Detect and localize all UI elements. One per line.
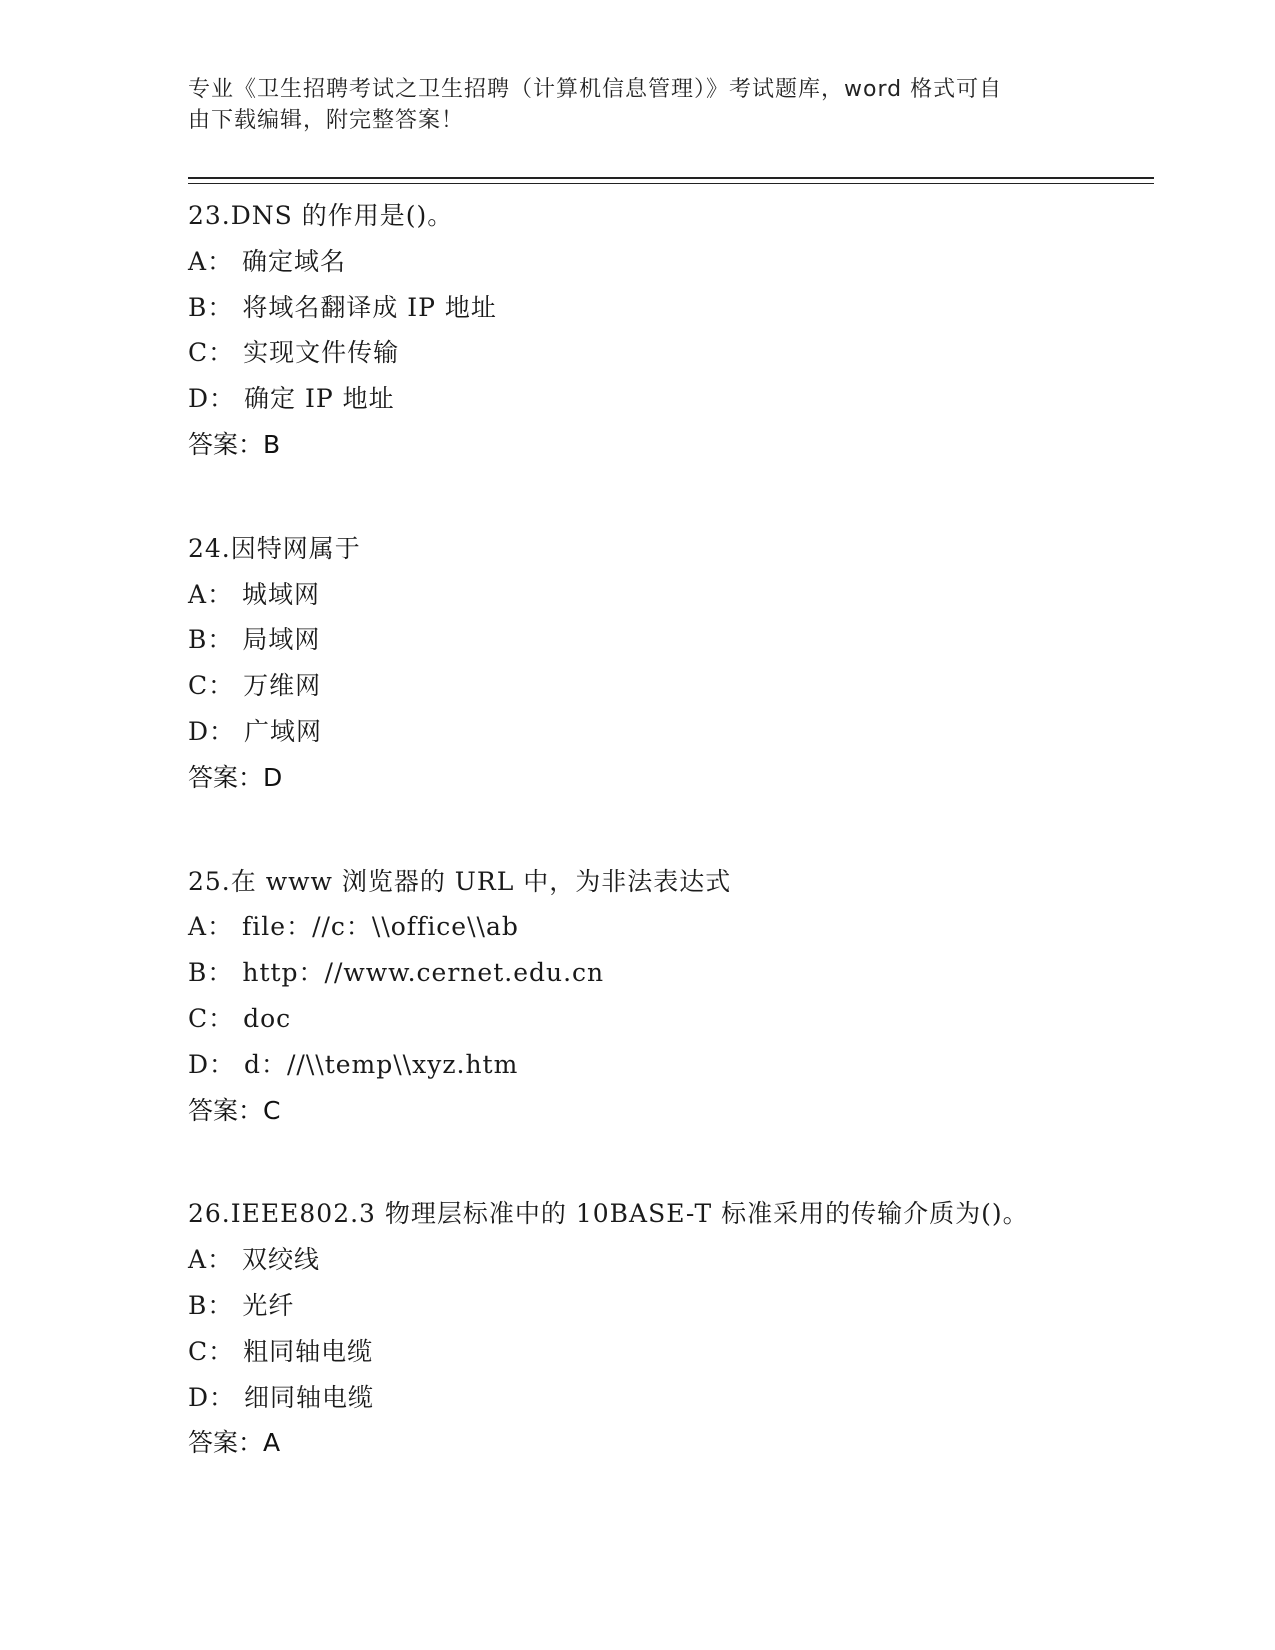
question-item bbox=[188, 859, 1154, 1134]
question-item bbox=[188, 526, 1154, 801]
option-separator: ： bbox=[207, 625, 234, 655]
header-divider-thick bbox=[188, 177, 1154, 179]
option-key: D bbox=[188, 1049, 210, 1079]
option-key: D bbox=[188, 1382, 210, 1412]
option-text: file：//c：\\office\\ab bbox=[233, 912, 519, 942]
option-text: 双绞线 bbox=[233, 1245, 321, 1275]
option-a bbox=[188, 239, 1154, 285]
option-d bbox=[188, 1375, 1154, 1421]
option-separator: ： bbox=[207, 292, 234, 322]
question-stem: 25.在 www 浏览器的 URL 中，为非法表达式 bbox=[188, 866, 732, 896]
option-a bbox=[188, 572, 1154, 618]
option-text: 粗同轴电缆 bbox=[234, 1336, 374, 1366]
document-header bbox=[188, 74, 1068, 136]
option-separator: ： bbox=[208, 1336, 235, 1366]
option-d bbox=[188, 709, 1154, 755]
option-key: C bbox=[188, 671, 209, 701]
option-text: 广域网 bbox=[235, 716, 323, 746]
option-key: A bbox=[188, 246, 208, 276]
option-text: 光纤 bbox=[233, 1290, 295, 1320]
option-key: B bbox=[188, 292, 208, 322]
option-key: D bbox=[188, 384, 210, 414]
option-key: C bbox=[188, 1003, 209, 1033]
option-separator: ： bbox=[207, 579, 234, 609]
option-key: C bbox=[188, 338, 209, 368]
option-c bbox=[188, 1329, 1154, 1375]
answer-line: 答案：A bbox=[188, 1428, 281, 1458]
answer-line: 答案：B bbox=[188, 429, 281, 459]
option-b bbox=[188, 1283, 1154, 1329]
option-a bbox=[188, 1237, 1154, 1283]
option-text: d：//\\temp\\xyz.htm bbox=[235, 1049, 519, 1079]
option-separator: ： bbox=[207, 912, 234, 942]
option-text: 确定域名 bbox=[233, 246, 347, 276]
option-a bbox=[188, 904, 1154, 950]
option-separator: ： bbox=[208, 338, 235, 368]
option-c bbox=[188, 330, 1154, 376]
option-separator: ： bbox=[207, 958, 234, 988]
option-separator: ： bbox=[207, 246, 234, 276]
option-separator: ： bbox=[209, 1382, 236, 1412]
option-key: B bbox=[188, 958, 208, 988]
option-separator: ： bbox=[208, 671, 235, 701]
question-stem: 24.因特网属于 bbox=[188, 533, 361, 563]
option-text: 细同轴电缆 bbox=[235, 1382, 375, 1412]
option-text: 将域名翻译成 IP 地址 bbox=[233, 292, 497, 322]
option-separator: ： bbox=[207, 1290, 234, 1320]
option-key: A bbox=[188, 579, 208, 609]
option-text: http：//www.cernet.edu.cn bbox=[233, 958, 605, 988]
question-stem: 23.DNS 的作用是()。 bbox=[188, 201, 454, 230]
answer-line: 答案：C bbox=[188, 1095, 281, 1125]
option-text: 确定 IP 地址 bbox=[235, 384, 395, 414]
option-d bbox=[188, 376, 1154, 422]
option-b bbox=[188, 617, 1154, 663]
option-b bbox=[188, 285, 1154, 331]
option-key: B bbox=[188, 625, 208, 655]
option-separator: ： bbox=[209, 716, 236, 746]
header-line-1: 专业《卫生招聘考试之卫生招聘（计算机信息管理）》考试题库，word 格式可自 bbox=[188, 77, 1003, 102]
option-text: 实现文件传输 bbox=[234, 338, 400, 368]
option-text: 城域网 bbox=[233, 579, 321, 609]
option-separator: ： bbox=[208, 1003, 235, 1033]
option-d bbox=[188, 1042, 1154, 1088]
option-separator: ： bbox=[209, 1049, 236, 1079]
option-key: D bbox=[188, 716, 210, 746]
option-b bbox=[188, 950, 1154, 996]
answer-line: 答案：D bbox=[188, 762, 283, 792]
option-key: B bbox=[188, 1290, 208, 1320]
option-key: A bbox=[188, 912, 208, 942]
option-c bbox=[188, 996, 1154, 1042]
option-text: 万维网 bbox=[234, 671, 322, 701]
option-separator: ： bbox=[207, 1245, 234, 1275]
option-key: C bbox=[188, 1336, 209, 1366]
option-c bbox=[188, 663, 1154, 709]
option-separator: ： bbox=[209, 384, 236, 414]
option-text: doc bbox=[234, 1003, 292, 1033]
header-divider-thin bbox=[188, 183, 1154, 184]
question-stem: 26.IEEE802.3 物理层标准中的 10BASE-T 标准采用的传输介质为()。 bbox=[188, 1199, 1029, 1229]
question-item bbox=[188, 193, 1154, 468]
question-item bbox=[188, 1191, 1154, 1466]
option-text: 局域网 bbox=[233, 625, 321, 655]
question-list bbox=[188, 193, 1154, 1524]
header-line-2: 由下载编辑，附完整答案！ bbox=[188, 108, 465, 133]
option-key: A bbox=[188, 1245, 208, 1275]
